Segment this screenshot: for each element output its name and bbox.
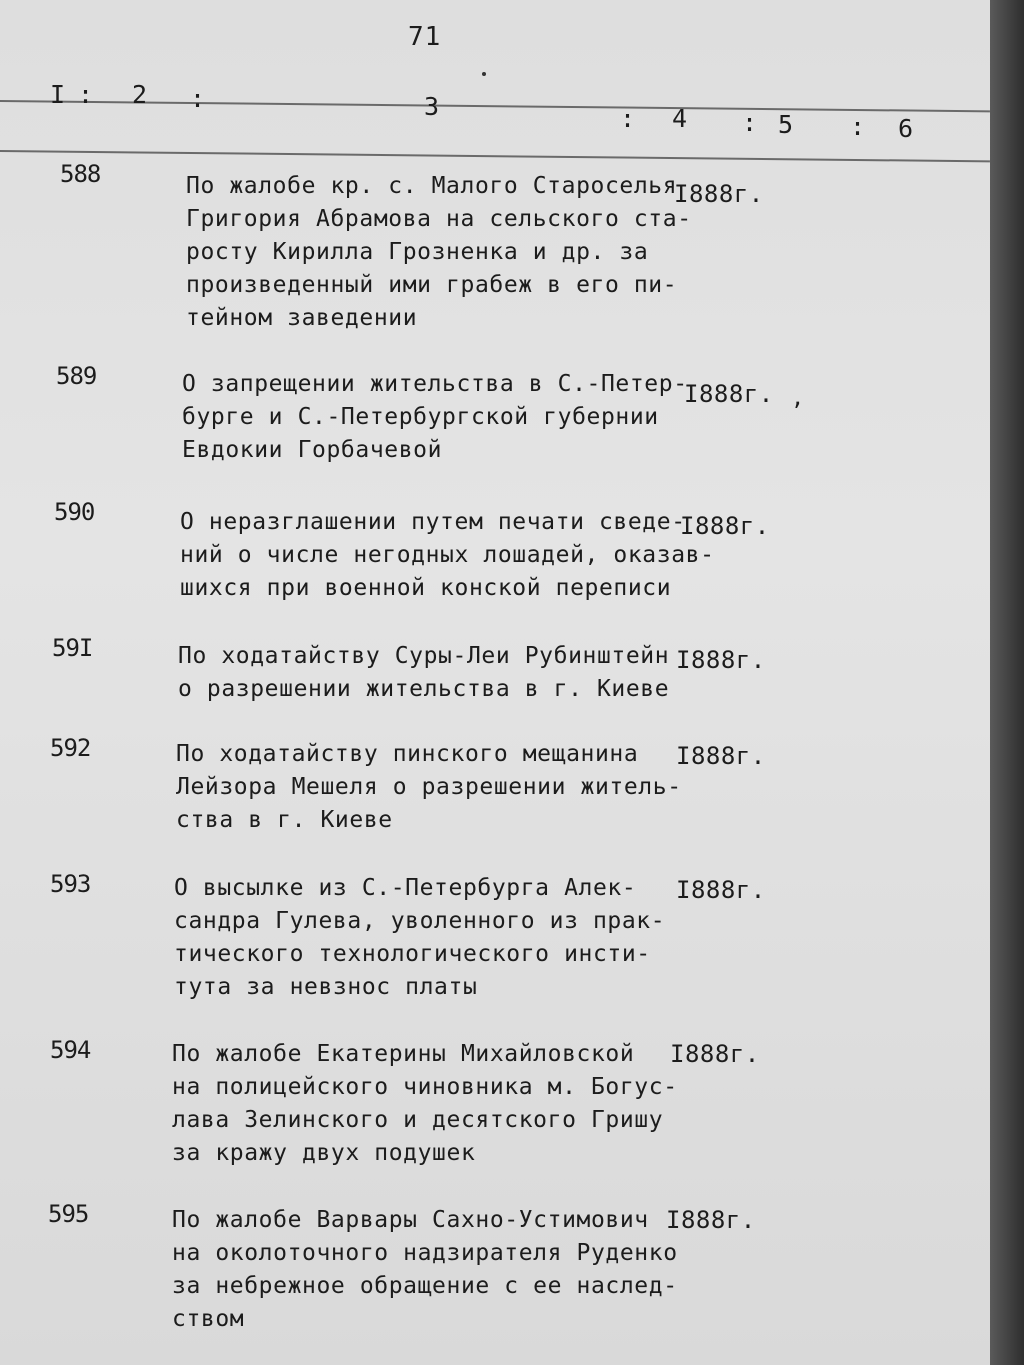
ink-mark: , [791, 386, 805, 411]
description-line: О высылке из С.-Петербурга Алек- [174, 875, 637, 901]
record-year: I888г. [676, 876, 766, 904]
description-line: По ходатайству пинского мещанина [176, 741, 639, 767]
description-line: По жалобе Екатерины Михайловской [172, 1041, 635, 1067]
description-line: бурге и С.-Петербургской губернии [182, 404, 659, 430]
description-line: лава Зелинского и десятского Гришу [172, 1107, 664, 1133]
description-line: По жалобе Варвары Сахно-Устимович [172, 1207, 649, 1233]
ink-dot [482, 72, 486, 76]
column-header-3: 3 [424, 92, 440, 121]
description-line: произведенный ими грабеж в его пи- [186, 272, 678, 298]
record-description [176, 738, 682, 837]
column-separator: : [742, 108, 758, 137]
column-separator: : [78, 80, 94, 109]
column-header-1: I [50, 80, 66, 109]
description-line: за кражу двух подушек [172, 1140, 476, 1166]
description-line: По ходатайству Суры-Леи Рубинштейн [178, 643, 670, 669]
description-line: тейном заведении [186, 305, 418, 331]
description-line: тического технологического инсти- [174, 941, 651, 967]
record-year: I888г. [674, 180, 764, 208]
description-line: О запрещении жительства в С.-Петер- [182, 371, 688, 397]
record-year: I888г. [666, 1206, 756, 1234]
header-rule-top [0, 100, 990, 112]
record-number: 590 [54, 498, 95, 526]
description-line: о разрешении жительства в г. Киеве [178, 676, 670, 702]
description-line: ний о числе негодных лошадей, оказав- [180, 542, 715, 568]
record-number: 589 [56, 362, 97, 390]
binder-edge [990, 0, 1024, 1365]
description-line: тута за невзнос платы [174, 974, 478, 1000]
description-line: ством [172, 1306, 245, 1332]
record-year: I888г. [684, 380, 774, 408]
column-separator: : [190, 84, 206, 113]
description-line: По жалобе кр. с. Малого Староселья [186, 173, 678, 199]
page-number: 71 [408, 22, 442, 52]
record-description [180, 506, 715, 605]
record-year: I888г. [676, 742, 766, 770]
record-number: 595 [48, 1200, 89, 1228]
header-rule-bottom [0, 150, 990, 162]
record-number: 593 [50, 870, 91, 898]
record-description [178, 640, 669, 706]
record-description [174, 872, 665, 1004]
record-description [172, 1204, 678, 1336]
record-year: I888г. [680, 512, 770, 540]
description-line: Лейзора Мешеля о разрешении житель- [176, 774, 682, 800]
record-description [186, 170, 692, 335]
column-separator: : [620, 104, 636, 133]
record-year: I888г. [676, 646, 766, 674]
column-header-2: 2 [132, 80, 148, 109]
column-header-6: 6 [898, 114, 914, 143]
record-description [182, 368, 688, 467]
record-number: 592 [50, 734, 91, 762]
record-year: I888г. [670, 1040, 760, 1068]
description-line: росту Кирилла Грозненка и др. за [186, 239, 649, 265]
record-number: 594 [50, 1036, 91, 1064]
column-separator: : [850, 112, 866, 141]
description-line: Григория Абрамова на сельского ста- [186, 206, 692, 232]
description-line: на околоточного надзирателя Руденко [172, 1240, 678, 1266]
description-line: на полицейского чиновника м. Богус- [172, 1074, 678, 1100]
record-number: 59I [52, 634, 93, 662]
record-number: 588 [60, 160, 101, 188]
description-line: О неразглашении путем печати сведе- [180, 509, 686, 535]
column-header-5: 5 [778, 110, 794, 139]
description-line: сандра Гулева, уволенного из прак- [174, 908, 666, 934]
description-line: Евдокии Горбачевой [182, 437, 443, 463]
description-line: ства в г. Киеве [176, 807, 393, 833]
description-line: за небрежное обращение с ее наслед- [172, 1273, 678, 1299]
record-description [172, 1038, 678, 1170]
description-line: шихся при военной конской переписи [180, 575, 672, 601]
column-header-4: 4 [672, 104, 688, 133]
